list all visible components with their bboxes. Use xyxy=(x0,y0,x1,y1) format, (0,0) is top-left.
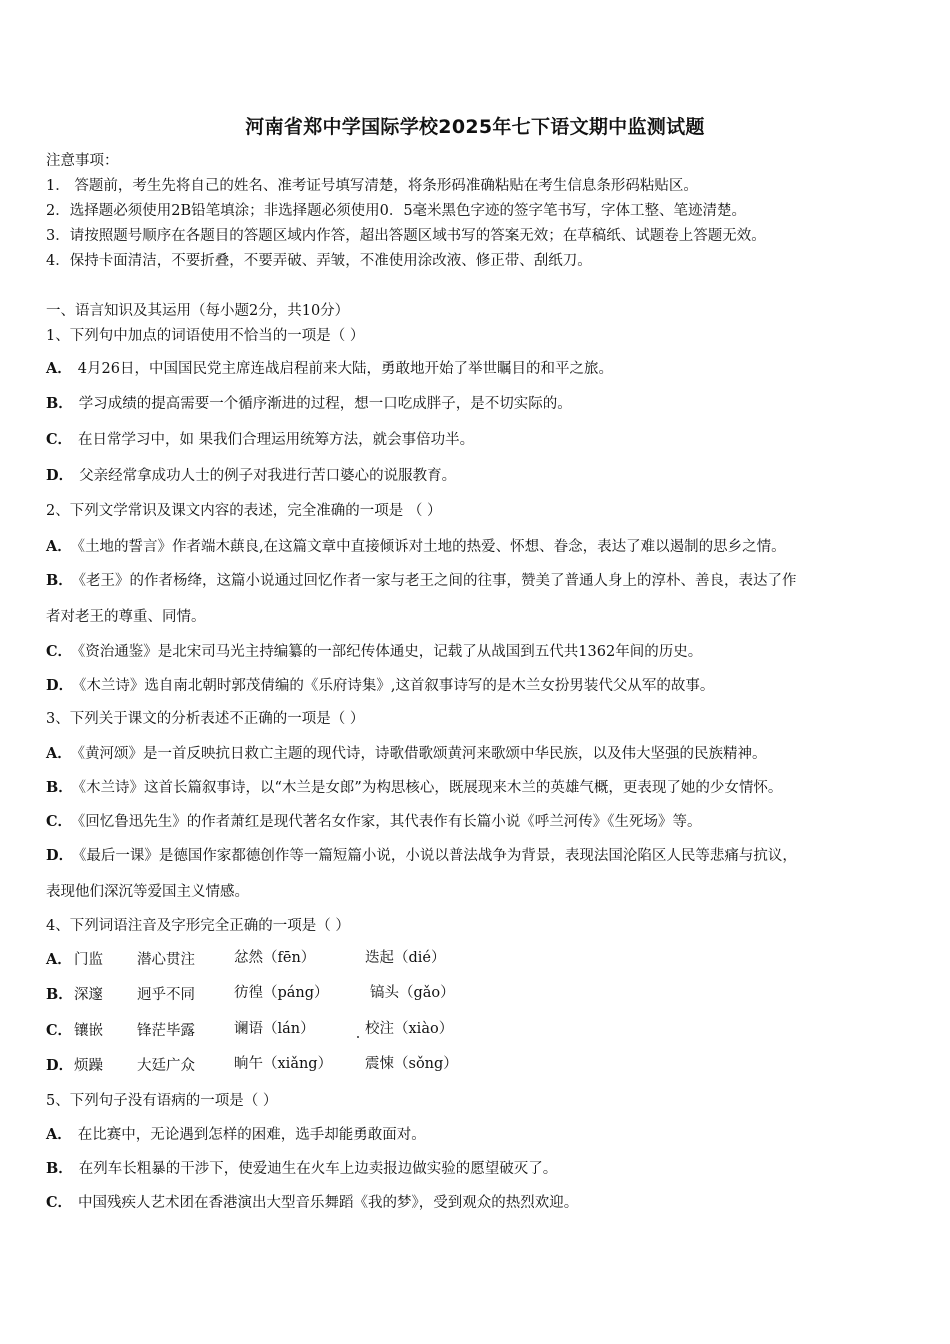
option-letter: A． xyxy=(46,538,72,555)
q2-option-b-continued: 者对老王的尊重、同情。 xyxy=(46,609,206,625)
option-letter: A． xyxy=(46,360,72,377)
q2-option-d xyxy=(46,676,714,696)
q4-row-letter: C． xyxy=(46,1022,73,1039)
option-text: 《最后一课》是德国作家都德创作等一篇短篇小说，小说以普法战争为背景，表现法国沦陷区人民等悲痛与抗议， xyxy=(79,848,797,864)
q5-option-a xyxy=(46,1125,426,1145)
option-text: 《黄河颂》是一首反映抗日救亡主题的现代诗，诗歌借歌颂黄河来歌颂中华民族，以及伟大坚强的民族精神。 xyxy=(77,746,767,762)
option-text: 《土地的誓言》作者端木蕻良,在这篇文章中直接倾诉对土地的热爱、怀想、眷念，表达了难以遏制的思乡之情。 xyxy=(77,539,786,555)
notice-item: 3．请按照题号顺序在各题目的答题区域内作答，超出答题区域书写的答案无效；在草稿纸、试题卷上答题无效。 xyxy=(46,228,766,244)
option-text: 父亲经常拿成功人士的例子对我进行苦口婆心的说服教育。 xyxy=(79,468,457,484)
option-text: 《老王》的作者杨绛，这篇小说通过回忆作者一家与老王之间的往事，赞美了普通人身上的淳朴、善良，表达了作 xyxy=(78,573,797,589)
q4-row-letter: A． xyxy=(46,951,72,968)
option-letter: C． xyxy=(46,1194,73,1211)
q4-word: 校注（xiào） xyxy=(365,1021,454,1037)
option-letter: B． xyxy=(46,779,73,796)
question-5-stem: 5、下列句子没有语病的一项是（ ） xyxy=(46,1093,278,1109)
question-4-stem: 4、下列词语注音及字形完全正确的一项是（ ） xyxy=(46,918,350,934)
q4-word: 门监 xyxy=(74,952,103,968)
notice-heading: 注意事项： xyxy=(46,153,119,169)
q4-word: 彷徨（páng） xyxy=(234,985,329,1001)
q4-word: 锋茫毕露 xyxy=(137,1023,195,1039)
option-letter: B． xyxy=(46,1160,73,1177)
section-heading: 一、语言知识及其运用（每小题2分，共10分） xyxy=(46,303,350,319)
question-2-stem: 2、下列文学常识及课文内容的表述，完全准确的一项是 （ ） xyxy=(46,503,442,519)
option-letter: A． xyxy=(46,745,72,762)
option-text: 《回忆鲁迅先生》的作者萧红是现代著名女作家，其代表作有长篇小说《呼兰河传》《生死场》等。 xyxy=(78,814,702,830)
notice-item: 2．选择题必须使用2B铅笔填涂；非选择题必须使用0．5毫米黑色字迹的签字笔书写，字体工整、笔迹清楚。 xyxy=(46,203,747,219)
stray-dot xyxy=(357,1036,359,1038)
q4-word: 晌午（xiǎng） xyxy=(234,1056,333,1072)
notice-item: 4．保持卡面清洁，不要折叠，不要弄破、弄皱，不准使用涂改液、修正带、刮纸刀。 xyxy=(46,253,592,269)
q1-option-d xyxy=(46,466,456,486)
q1-option-a xyxy=(46,359,613,379)
option-text: 4月26日，中国国民党主席连战启程前来大陆，勇敢地开始了举世瞩目的和平之旅。 xyxy=(77,361,613,377)
option-letter: D． xyxy=(46,677,74,694)
q2-option-c xyxy=(46,642,702,662)
question-3-stem: 3、下列关于课文的分析表述不正确的一项是（ ） xyxy=(46,711,365,727)
q3-option-d xyxy=(46,846,797,866)
q4-word: 潜心贯注 xyxy=(137,952,195,968)
option-text: 中国残疾人艺术团在香港演出大型音乐舞蹈《我的梦》，受到观众的热烈欢迎。 xyxy=(78,1195,579,1211)
q3-option-b xyxy=(46,778,782,798)
q4-word: 谰语（lán） xyxy=(234,1021,315,1037)
option-letter: B． xyxy=(46,572,73,589)
option-letter: D． xyxy=(46,467,74,484)
notice-item: 1． 答题前，考生先将自己的姓名、准考证号填写清楚，将条形码准确粘贴在考生信息条形码粘贴区。 xyxy=(46,178,698,194)
q1-option-c xyxy=(46,430,474,450)
q3-option-a xyxy=(46,744,767,764)
option-letter: C． xyxy=(46,431,73,448)
q4-word: 忿然（fēn） xyxy=(234,950,316,966)
option-text: 《资治通鉴》是北宋司马光主持编纂的一部纪传体通史，记载了从战国到五代共1362年间的历史。 xyxy=(78,644,703,660)
q4-word: 迥乎不同 xyxy=(137,987,195,1003)
option-text: 《木兰诗》选自南北朝时郭茂倩编的《乐府诗集》,这首叙事诗写的是木兰女扮男装代父从军的故事。 xyxy=(79,678,715,694)
option-letter: A． xyxy=(46,1126,72,1143)
option-text: 《木兰诗》这首长篇叙事诗，以“木兰是女郎”为构思核心，既展现来木兰的英雄气概，更表现了她的少女情怀。 xyxy=(78,780,783,796)
q5-option-c xyxy=(46,1193,578,1213)
q4-word: 震悚（sǒng） xyxy=(365,1056,458,1072)
option-text: 在比赛中，无论遇到怎样的困难，选手却能勇敢面对。 xyxy=(77,1127,426,1143)
q3-option-d-continued: 表现他们深沉等爱国主义情感。 xyxy=(46,884,249,900)
q3-option-c xyxy=(46,812,702,832)
q4-word: 烦躁 xyxy=(74,1058,103,1074)
q2-option-b xyxy=(46,571,797,591)
option-letter: D． xyxy=(46,847,74,864)
q4-word: 镐头（gǎo） xyxy=(370,985,455,1001)
option-text: 在日常学习中，如 果我们合理运用统筹方法，就会事倍功半。 xyxy=(78,432,475,448)
q5-option-b xyxy=(46,1159,557,1179)
option-letter: B． xyxy=(46,395,73,412)
option-text: 学习成绩的提高需要一个循序渐进的过程，想一口吃成胖子，是不切实际的。 xyxy=(78,396,572,412)
option-text: 在列车长粗暴的干涉下，使爱迪生在火车上边卖报边做实验的愿望破灭了。 xyxy=(78,1161,558,1177)
page-title: 河南省郑中学国际学校2025年七下语文期中监测试题 xyxy=(245,116,705,138)
q1-option-b xyxy=(46,394,572,414)
question-1-stem: 1、下列句中加点的词语使用不恰当的一项是（ ） xyxy=(46,328,365,344)
q2-option-a xyxy=(46,537,786,557)
q4-word: 迭起（dié） xyxy=(365,950,446,966)
q4-row-letter: B． xyxy=(46,986,73,1003)
q4-word: 深邃 xyxy=(74,987,103,1003)
q4-word: 镶嵌 xyxy=(74,1023,103,1039)
option-letter: C． xyxy=(46,643,73,660)
q4-row-letter: D． xyxy=(46,1057,74,1074)
option-letter: C． xyxy=(46,813,73,830)
q4-word: 大廷广众 xyxy=(137,1058,195,1074)
